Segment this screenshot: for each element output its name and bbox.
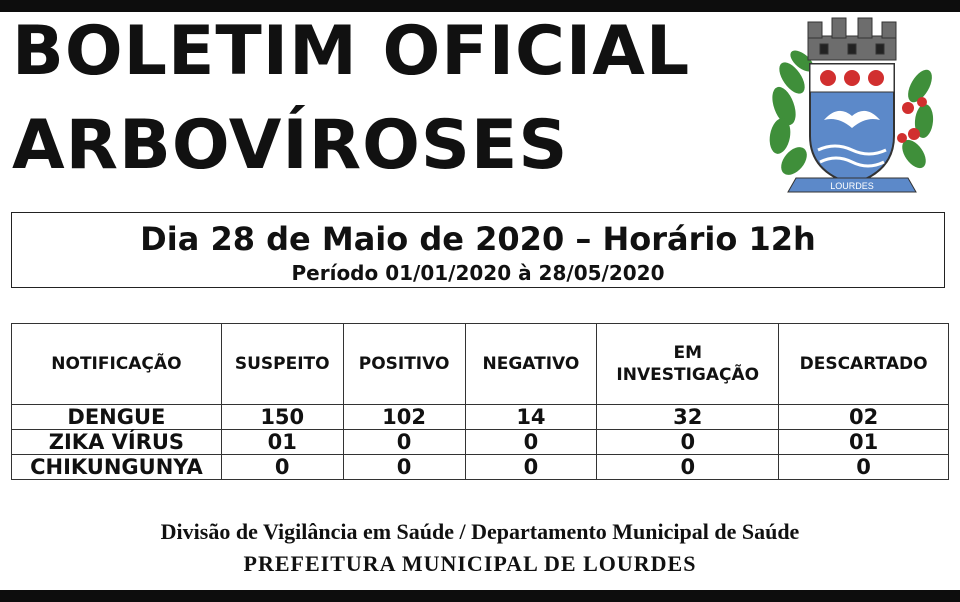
red-flowers-icon: [820, 70, 884, 86]
top-border-bar: [0, 0, 960, 12]
crown-icon: [808, 18, 896, 60]
right-branch-icon: [897, 66, 937, 172]
row-name: CHIKUNGUNYA: [12, 455, 222, 480]
cell-descartado: 0: [779, 455, 949, 480]
cell-negativo: 0: [465, 430, 597, 455]
header-notificacao: NOTIFICAÇÃO: [12, 324, 222, 405]
bulletin-title-line-1: BOLETIM OFICIAL: [12, 12, 691, 91]
header-em-investigacao: [597, 324, 779, 405]
bulletin-title-line-2: ARBOVÍROSES: [12, 106, 569, 185]
cell-em-investigacao: 0: [597, 455, 779, 480]
arbovirus-cases-table: [11, 323, 949, 480]
cell-em-investigacao: 32: [597, 405, 779, 430]
cell-em-investigacao: 0: [597, 430, 779, 455]
footer-prefeitura: PREFEITURA MUNICIPAL DE LOURDES: [243, 551, 697, 576]
cell-negativo: 14: [465, 405, 597, 430]
header-suspeito: SUSPEITO: [221, 324, 343, 405]
footer-division: Divisão de Vigilância em Saúde / Departamento Municipal de Saúde: [160, 519, 800, 544]
lourdes-coat-of-arms-icon: [762, 16, 942, 204]
header-negativo: NEGATIVO: [465, 324, 597, 405]
row-name: ZIKA VÍRUS: [12, 430, 222, 455]
row-name: DENGUE: [12, 405, 222, 430]
header-positivo: POSITIVO: [343, 324, 465, 405]
header-em-investigacao-line1: EM: [673, 343, 703, 363]
ribbon-text: LOURDES: [830, 181, 874, 191]
bulletin-date: Dia 28 de Maio de 2020 – Horário 12h: [140, 220, 816, 258]
header-descartado: DESCARTADO: [779, 324, 949, 405]
cell-positivo: 0: [343, 430, 465, 455]
cell-suspeito: 01: [221, 430, 343, 455]
bottom-border-bar: [0, 590, 960, 602]
cell-descartado: 02: [779, 405, 949, 430]
table-row: [12, 430, 949, 455]
cell-suspeito: 0: [221, 455, 343, 480]
cell-suspeito: 150: [221, 405, 343, 430]
date-box: [11, 212, 945, 288]
table-row: [12, 455, 949, 480]
cell-descartado: 01: [779, 430, 949, 455]
cell-positivo: 102: [343, 405, 465, 430]
cell-positivo: 0: [343, 455, 465, 480]
bulletin-period: Período 01/01/2020 à 28/05/2020: [291, 261, 665, 285]
table-header-row: [12, 324, 949, 405]
cell-negativo: 0: [465, 455, 597, 480]
table-row: [12, 405, 949, 430]
header-em-investigacao-line2: INVESTIGAÇÃO: [616, 365, 760, 385]
